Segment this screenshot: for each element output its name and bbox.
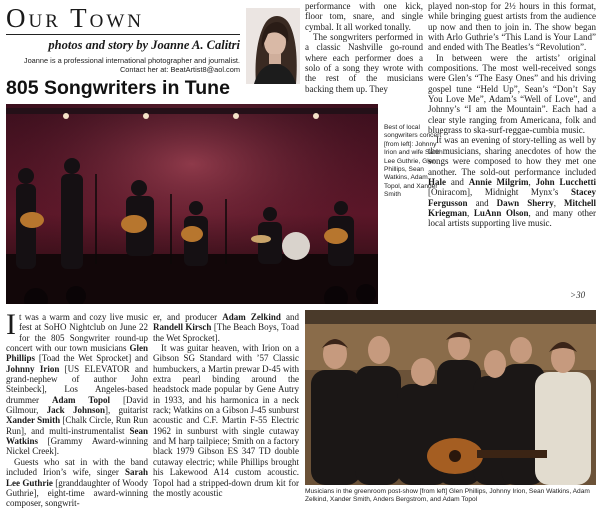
person-name: Stacey Fergusson [428,187,596,208]
text-run: t was a warm and cozy live music fest at SoHO Nightclub on June 22 for the 805 Songwriter round-up concert with our town musicians [6,312,148,354]
person-name: Sean Watkins [6,425,148,447]
text-run: [granddaughter of Woody Guthrie], eight-time award-winning composer, songwrit- [6,477,148,508]
masthead-rule [6,34,240,35]
author-bio [4,56,240,74]
paragraph: played non-stop for 2½ hours in this format, while bringing guest artists from the audience up now and then to join in. The show began with Arlo Guthrie’s “This Land is Your Land” and ended with The Beatles’s “Revolution”. [428,1,596,53]
paragraph: performance with one kick, floor tom, snare, and single cymbal. It all worked tonally. [305,1,423,32]
person-name: John Lucchetti [535,176,596,187]
text-run: [Grammy Award-winning Nickel Creek]. [6,436,148,457]
text-run: , [467,207,474,218]
person-name: Annie Milgrim [468,176,529,187]
person-name: Adam Zelkind [222,312,281,322]
text-run: It was an evening of story-telling as well by the musicians, sharing anecdotes of how the songs were composed to how they met one another. The sold-out performance included [428,135,596,177]
author-contact-line: Contact her at: BeatArtist8@aol.com [119,65,240,75]
text-run: and [467,197,497,208]
paragraph [6,312,148,457]
person-name: Dawn Sherry [496,197,554,208]
text-run: [The Beach Boys, Toad the Wet Sprocket]. [153,322,299,343]
text-run: Guests who sat in with the band included Irion’s wife, singer [6,456,148,478]
person-name: Sarah Lee Guthrie [6,467,148,488]
person-name: Mitchell Kriegman [428,197,596,218]
article-headline: 805 Songwriters in Tune [6,77,230,99]
text-run: , and many other local artists supporting live music. [428,207,596,229]
greenroom-photo-caption: Musicians in the greenroom post-show [from left] Glen Phillips, Johnny Irion, Sean Watkins, Adam Zelkind, Xander Smith, Anders Bergstrom, and Adam Topol [305,488,590,504]
paragraph: The songwriters performed in a classic Nashville go-round where each performer does a solo of a song they wrote with the rest of the musicians backing them up. They [305,32,423,94]
person-name: Johnny Irion [6,363,60,374]
text-run: , [553,197,565,208]
person-name: Adam Topol [51,394,110,405]
text-run: [Toad the Wet Sprocket] and [35,353,148,364]
author-photo [246,8,300,84]
person-name: Hale [428,176,446,187]
person-name: Xander Smith [6,415,61,426]
author-bio-line: Joanne is a professional international photographer and journalist. [23,56,240,65]
person-name: Randell Kirsch [153,322,212,333]
paragraph [428,135,596,228]
column-masthead-title: Our Town [6,3,145,33]
text-run: [Oniracom], Midnight Mynx’s [428,187,571,198]
paragraph: It was guitar heaven, with Irion on a Gibson SG Standard with ’57 Classic humbuckers, a Martin prewar D-45 with extra pearl binding around the headstock made popular by Gene Autry in 1933, and his harmonica in a neck rack; Watkins on a Gibson J-45 sunburst acoustic and C.F. Martin F-55 Electric 1962 in sunburst with single cutaway and M harp tailpiece; Smith on a factory black 1979 Gibson ES 347 TD double cutaway electric; while Phillips brought his Lakewood A14 custom acoustic. Topol had a stripped-down drum kit for the mostly acoustic [153,343,299,498]
greenroom-group-photo [305,310,596,485]
text-run: and [280,312,299,322]
article-column-upper-right [428,1,596,301]
person-name: Glen Phillips [6,343,148,364]
article-column-upper-middle [305,1,423,121]
concert-stage-photo [6,104,378,304]
paragraph [153,312,299,343]
text-run: ], guitarist [104,405,148,416]
text-run: [Chalk Circle, Run Run Run], and multi-instrumentalist [6,415,148,436]
person-name: Jack Johnson [46,405,105,416]
text-run: , [528,176,536,187]
paragraph [6,457,148,508]
article-column-lower-middle [153,312,299,508]
continued-marker: >30 [570,290,586,300]
text-run: [US ELEVATOR and grand-nephew of author John Steinbeck], Los Angeles-based drummer [6,363,148,405]
drop-cap: I [6,312,16,341]
text-run: [David Gilmour, [6,394,148,416]
byline: photos and story by Joanne A. Calitri [48,38,240,52]
concert-photo-caption: Best of local songwriters concert [from left]: Johnny Irion and wife Sarah Lee Guthrie, Glen Phillips, Sean Watkins, Adam Topol, and Xander Smith [384,124,443,199]
text-run: er, and producer [153,312,223,322]
article-column-lower-left [6,312,148,508]
paragraph: In between were the artists’ original compositions. The most well-received songs were Glen’s “The Easy Ones” and his driving gospel tune “Held Up”, Sean’s “Don’t Say You Love Me”, Adam’s “Well of Love”, and Johnny’s “I am the Mountain”. Each had a clear style ranging from Americana, folk and bluegrass to ska-surf-reggae-cumbia music. [428,52,596,136]
text-run: and [446,176,469,187]
person-name: LuAnn Olson [473,207,529,218]
